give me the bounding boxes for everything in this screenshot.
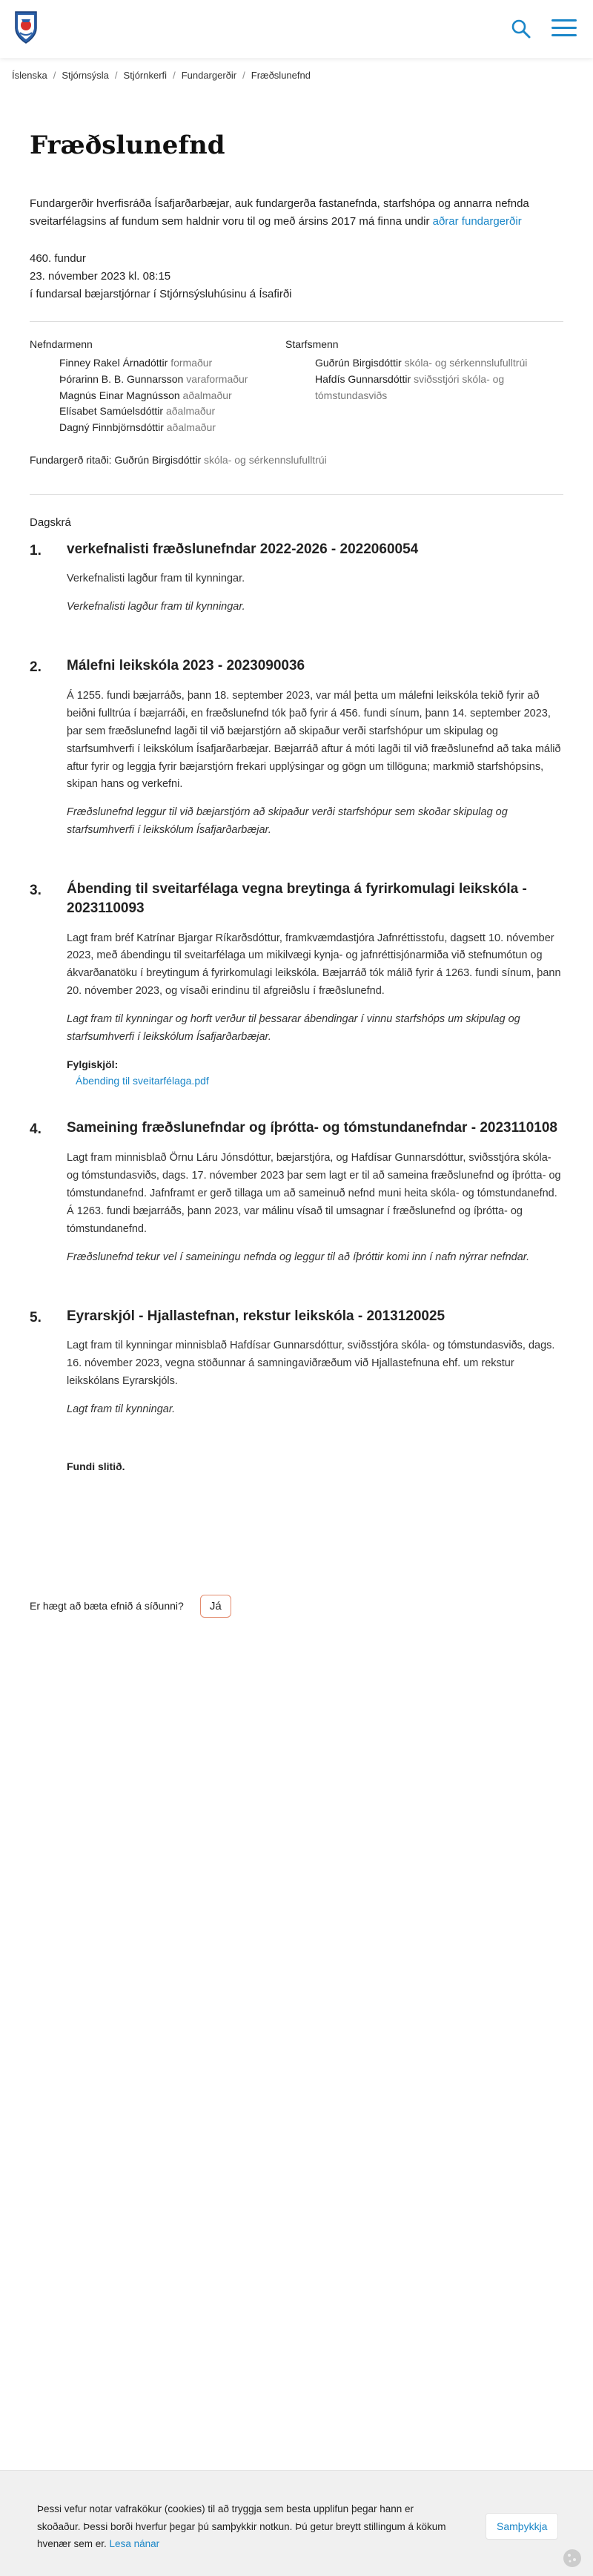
member-item: [59, 388, 285, 404]
agenda-item-body: [67, 540, 563, 627]
staff-name: Hafdís Gunnarsdóttir: [315, 373, 411, 386]
agenda-item-number: 2.: [30, 659, 42, 676]
breadcrumb-separator: /: [114, 70, 118, 81]
site-header: [0, 0, 593, 58]
agenda-item-text: Á 1255. fundi bæjarráðs, þann 18. september 2023, var mál þetta um málefni leikskóla tekið fyrir að beiðni fulltrúa í bæjarráði, en fræðslunefnd tók það fyrir á 456. fundi sínum, þann 14. september 2023, þar sem fræðslunefnd lagði til við bæjarstjórn að skipaður verði starfshópur um skipulag og starfsumhverfi í leikskólum Ísafjarðarbæjar. Bæjarráð aftur á móti lagði til við fræðslunefnd að taka málið aftur fyrir og leggja fyrir bæjarstjórn frekari upplýsingar og gögn um tillöguna; markmið starfshópsins, skipan hans og verkefni.: [67, 689, 561, 791]
member-role: aðalmaður: [165, 405, 216, 418]
agenda-item-body: [67, 880, 563, 1089]
member-name: Finney Rakel Árnadóttir: [59, 357, 168, 369]
attendees: [30, 337, 563, 436]
member-name: Elísabet Samúelsdóttir: [59, 405, 164, 418]
feedback-yes-button[interactable]: Já: [200, 1595, 231, 1618]
agenda-item: [30, 540, 563, 627]
agenda-item-title: Ábending til sveitarfélaga vegna breytinga á fyrirkomulagi leikskóla - 2023110093: [67, 881, 527, 916]
member-item: [59, 420, 285, 436]
member-item: [59, 403, 285, 420]
meeting-date: 23. nóvember 2023 kl. 08:15: [30, 269, 171, 283]
agenda-item-number: 1.: [30, 542, 42, 559]
agenda-item: [30, 1307, 563, 1429]
cookie-accept-button[interactable]: Samþykkja: [486, 2513, 558, 2540]
meeting-closed-text: Fundi slitið.: [67, 1460, 125, 1472]
agenda-item-title: verkefnalisti fræðslunefndar 2022-2026 - 2022060054: [67, 541, 419, 557]
divider: [30, 494, 563, 495]
agenda-heading: Dagskrá: [30, 515, 71, 529]
breadcrumb-item-islenska[interactable]: Íslenska: [12, 70, 47, 81]
cookie-read-more-link[interactable]: Lesa nánar: [109, 2538, 160, 2550]
page-feedback: [30, 1595, 231, 1618]
menu-bar: [551, 19, 577, 22]
agenda-item-body: [67, 656, 563, 850]
agenda-item-title: Sameining fræðslunefndar og íþrótta- og tómstundanefndar - 2023110108: [67, 1120, 557, 1136]
search-icon[interactable]: [510, 18, 532, 40]
members-column: [30, 337, 285, 436]
agenda-item-conclusion: Lagt fram til kynningar.: [67, 1403, 176, 1416]
member-name: Þórarinn B. B. Gunnarsson: [59, 373, 184, 386]
cookie-text-body: Þessi vefur notar vafrakökur (cookies) til að tryggja sem besta upplifun þegar hann er skoðaður. Þessi borði hverfur þegar þú samþykkir notkun. Þú getur breytt stillingum á kökum hvenær sem er.: [37, 2503, 446, 2550]
member-role: formaður: [170, 357, 213, 369]
agenda-item-conclusion: Fræðslunefnd leggur til við bæjarstjórn að skipaður verði starfshópur sem skoðar skipulag og starfsumhverfi í leikskólum Ísafjarðarbæjar.: [67, 806, 508, 837]
recorder-label: Fundargerð ritaði:: [30, 453, 112, 466]
breadcrumb-item-stjornkerfi[interactable]: Stjórnkerfi: [123, 70, 168, 81]
recorder-role: skóla- og sérkennslufulltrúi: [204, 453, 327, 466]
agenda-item-title: Eyrarskjól - Hjallastefnan, rekstur leikskóla - 2013120025: [67, 1308, 445, 1324]
agenda-item-text: Verkefnalisti lagður fram til kynningar.: [67, 573, 245, 585]
agenda-item-conclusion: Fræðslunefnd tekur vel í sameiningu nefnda og leggur til að íþróttir komi inn í nafn nýrrar nefndar.: [67, 1251, 530, 1263]
member-item: [59, 355, 285, 372]
cookie-text: [37, 2500, 452, 2553]
staff-list: [285, 355, 541, 403]
agenda-item: [30, 1119, 563, 1277]
staff-item: [315, 372, 541, 403]
minutes-recorder: [30, 452, 563, 469]
members-list: [30, 355, 285, 435]
attachments-label: Fylgiskjöl:: [67, 1058, 119, 1071]
agenda-item-number: 4.: [30, 1121, 42, 1138]
hamburger-menu-icon[interactable]: [551, 19, 577, 39]
member-role: varaformaður: [186, 373, 248, 386]
menu-bar: [551, 34, 577, 36]
breadcrumb-separator: /: [242, 70, 245, 81]
staff-column: [285, 337, 541, 436]
agenda-item-title: Málefni leikskóla 2023 - 2023090036: [67, 658, 305, 674]
agenda-item: [30, 880, 563, 1089]
members-heading: Nefndarmenn: [30, 337, 93, 350]
member-name: Magnús Einar Magnússon: [59, 389, 180, 401]
staff-role: skóla- og sérkennslufulltrúi: [404, 357, 528, 369]
member-item: [59, 372, 285, 388]
member-name: Dagný Finnbjörnsdóttir: [59, 421, 164, 434]
agenda-item-text: Lagt fram til kynningar minnisblað Hafdísar Gunnarsdóttur, sviðsstjóra skóla- og tómstundasviðs, dags. 16. nóvember 2023, vegna stöðunnar á samningaviðræðum við Hjallastefnuna ehf. um rekstur leikskólans Eyrarskjóls.: [67, 1340, 555, 1388]
agenda-item-text: Lagt fram minnisblað Örnu Láru Jónsdóttur, bæjarstjóra, og Hafdísar Gunnarsdóttur, sviðsstjóra skóla- og tómstundasviðs, dags. 17. nóvember 2023 þar sem lagt er til að sameina fræðslunefnd og íþrótta- og tómstundanefnd. Jafnframt er gerð tillaga um að sameinuð nefnd muni heita skóla- og tómstundanefnd. Á 1263. fundi bæjarráðs, þann 2023, var málinu vísað til umsagnar í fræðslunefnd og íþrótta- og tómstundanefnd.: [67, 1152, 561, 1235]
breadcrumb-item-fundargerdir[interactable]: Fundargerðir: [181, 70, 237, 81]
attachment-link[interactable]: Ábending til sveitarfélaga.pdf: [76, 1074, 209, 1087]
staff-name: Guðrún Birgisdóttir: [315, 357, 402, 369]
agenda-item-conclusion: Verkefnalisti lagður fram til kynningar.: [67, 601, 245, 613]
page-title: Fræðslunefnd: [30, 131, 225, 160]
breadcrumb-item-stjornsysla[interactable]: Stjórnsýsla: [62, 70, 109, 81]
breadcrumb-item-current: Fræðslunefnd: [251, 70, 311, 81]
recorder-name: Guðrún Birgisdóttir: [114, 453, 202, 466]
agenda-item-number: 5.: [30, 1309, 42, 1325]
breadcrumb: [12, 68, 575, 83]
agenda-item-text: Lagt fram bréf Katrínar Bjargar Ríkarðsdóttur, framkvæmdastjóra Jafnréttisstofu, dagsett 10. nóvember 2023, með ábendingu til sveitarfélaga um mikilvægi kynja- og jafnréttisjónarmiða við stefnumótun og ákvarðanatöku í breytingum á fyrirkomulagi leikskóla. Bæjarráð tók málið fyrir á 1263. fundi sínum, þann 20. nóvember 2023, og vísaði erindinu til afgreiðslu í fræðslunefnd.: [67, 932, 561, 998]
main-content: [30, 126, 563, 1475]
meeting-location: í fundarsal bæjarstjórnar í Stjórnsýsluhúsinu á Ísafirði: [30, 287, 292, 300]
agenda-item: [30, 656, 563, 850]
cookie-icon[interactable]: [562, 2548, 583, 2569]
agenda-item-body: [67, 1119, 563, 1277]
staff-role: sviðsstjóri skóla- og tómstundasviðs: [315, 373, 505, 401]
other-minutes-link[interactable]: aðrar fundargerðir: [432, 214, 522, 228]
member-role: aðalmaður: [166, 421, 216, 434]
staff-item: [315, 355, 541, 372]
coat-of-arms-icon[interactable]: [13, 9, 39, 45]
intro-text-body: Fundargerðir hverfisráða Ísafjarðarbæjar, auk fundargerða fastanefnda, starfshópa og annarra nefnda sveitarfélagsins af fundum sem haldnir voru til og með ársins 2017 má finna undir: [30, 197, 529, 228]
intro-text: [30, 195, 563, 231]
staff-heading: Starfsmenn: [285, 337, 339, 350]
breadcrumb-separator: /: [53, 70, 56, 81]
agenda-item-body: [67, 1307, 563, 1429]
breadcrumb-separator: /: [173, 70, 176, 81]
agenda-item-conclusion: Lagt fram til kynningar og horft verður til þessarar ábendingar í vinnu starfshóps um skipulag og starfsumhverfi í leikskólum Ísafjarðarbæjar.: [67, 1013, 520, 1044]
menu-bar: [551, 27, 577, 29]
member-role: aðalmaður: [182, 389, 232, 401]
meeting-number: 460. fundur: [30, 251, 86, 265]
feedback-question: Er hægt að bæta efnið á síðunni?: [30, 1599, 184, 1612]
agenda-item-number: 3.: [30, 883, 42, 899]
cookie-banner: [0, 2470, 593, 2576]
meeting-info: [30, 250, 563, 303]
divider: [30, 321, 563, 322]
